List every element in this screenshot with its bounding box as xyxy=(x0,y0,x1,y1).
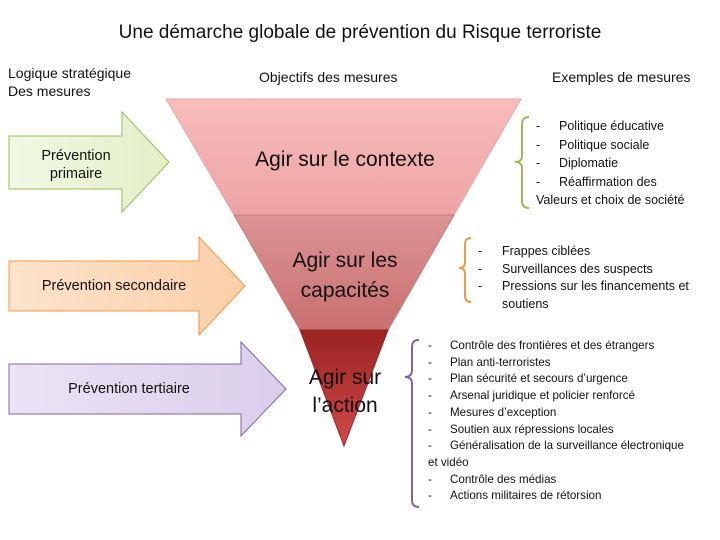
triangle-label-action: Agir sur l’action xyxy=(308,366,382,417)
list-item: - Plan anti-terroristes xyxy=(428,355,718,372)
examples-list-primaire xyxy=(536,117,716,210)
brace-primary xyxy=(515,117,529,208)
list-item: - Arsenal juridique et policier renforcé xyxy=(428,388,718,405)
list-item: - Généralisation de la surveillance électronique xyxy=(428,438,718,455)
arrow-label-secondaire: Prévention secondaire xyxy=(41,278,187,294)
header-logique-strategique: Logique stratégique Des mesures xyxy=(8,65,131,99)
list-item: - Surveillances des suspects xyxy=(478,261,718,279)
list-item: - Diplomatie xyxy=(536,154,716,173)
diagram-title: Une démarche globale de prévention du Risque terroriste xyxy=(118,22,602,43)
list-item: - Politique éducative xyxy=(536,117,716,136)
header-exemples: Exemples de mesures xyxy=(552,69,691,85)
triangle-label-capacites: Agir sur les capacités xyxy=(292,249,398,302)
list-item: - Contrôle des médias xyxy=(428,472,718,489)
header-objectifs: Objectifs des mesures xyxy=(259,69,398,85)
arrow-label-tertiaire: Prévention tertiaire xyxy=(68,381,190,397)
examples-list-tertiaire xyxy=(428,338,718,505)
list-item: - Contrôle des frontières et des étrangers xyxy=(428,338,718,355)
list-item: - Mesures d’exception xyxy=(428,405,718,422)
examples-list-secondaire xyxy=(478,243,718,313)
list-item: - Soutien aux répressions locales xyxy=(428,422,718,439)
triangle-label-contexte: Agir sur le contexte xyxy=(255,148,435,171)
list-item: - Politique sociale xyxy=(536,136,716,155)
list-item-continuation: et vidéo xyxy=(428,455,469,469)
list-item: - Plan sécurité et secours d’urgence xyxy=(428,371,718,388)
list-item: - Réaffirmation des xyxy=(536,173,716,192)
list-item: - Actions militaires de rétorsion xyxy=(428,488,718,505)
list-item-continuation: Valeurs et choix de société xyxy=(536,193,685,207)
list-item: - Pressions sur les financements et soutiens xyxy=(478,278,718,313)
arrow-label-primaire: Prévention primaire xyxy=(41,148,111,182)
list-item: - Frappes ciblées xyxy=(478,243,718,261)
brace-secondary xyxy=(459,238,471,302)
